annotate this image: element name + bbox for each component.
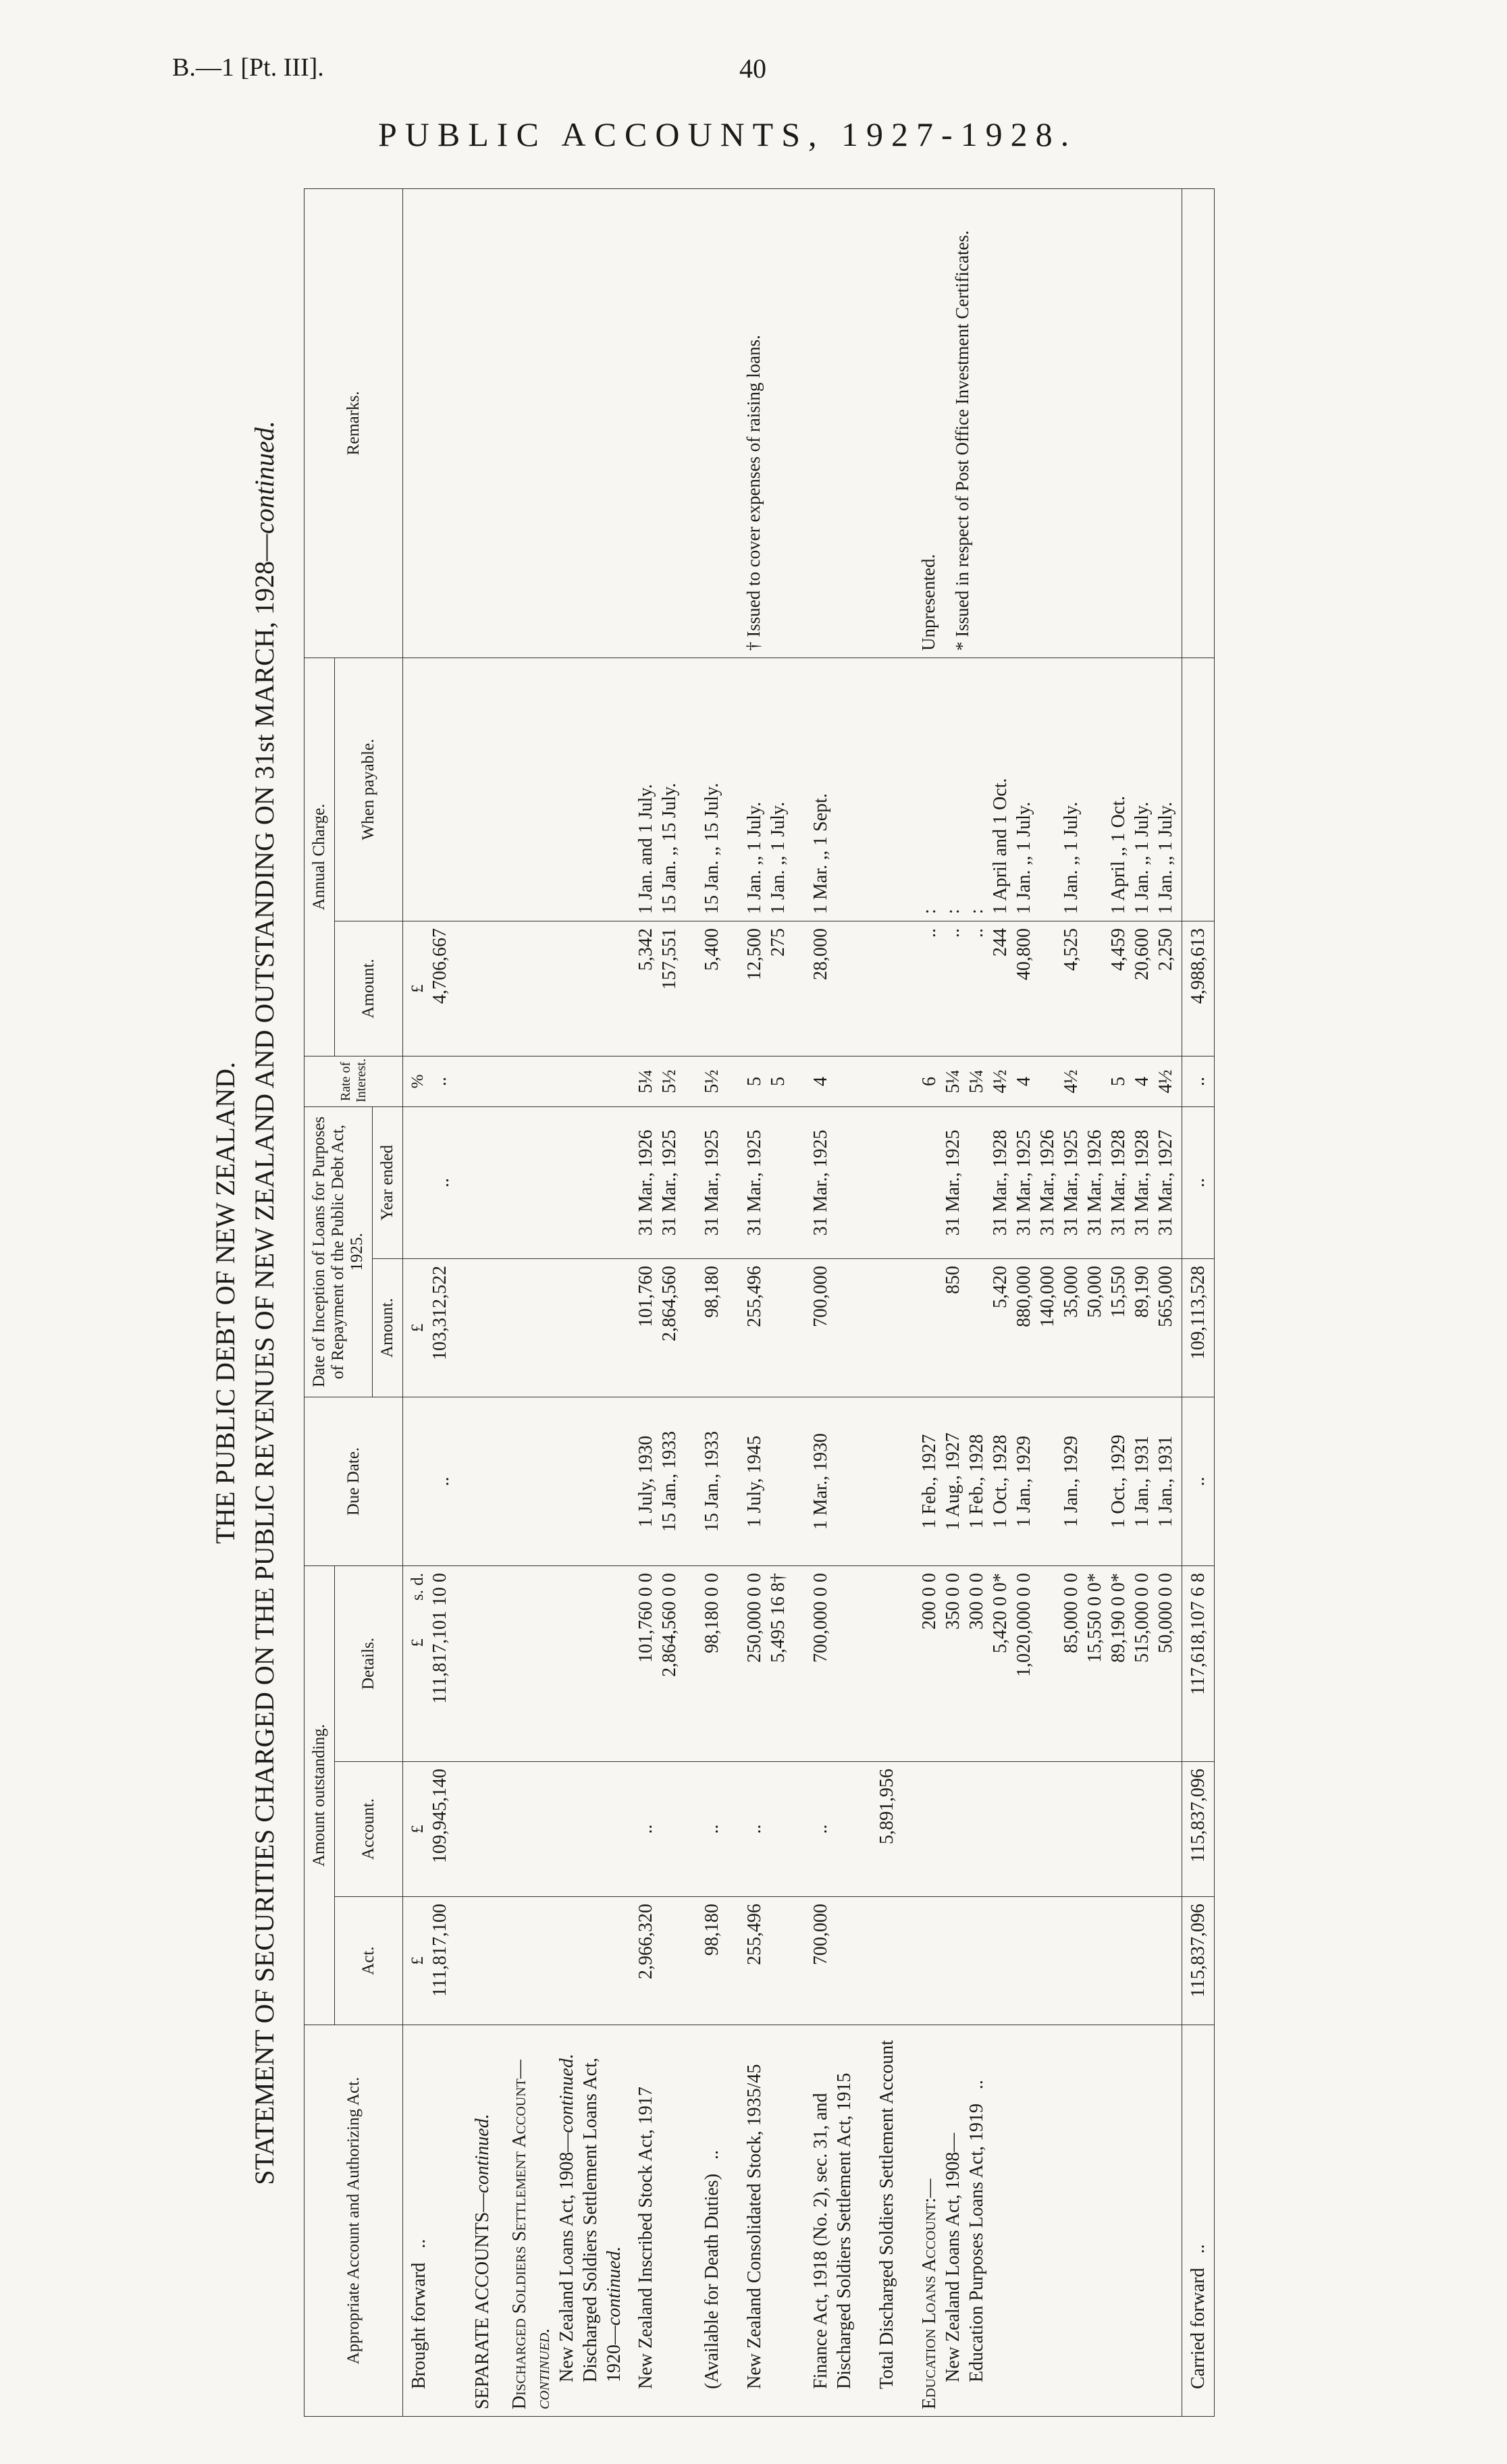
row-inscribed-stock	[630, 188, 685, 2416]
when-payable: 1 Jan. ,, 1 July.	[1013, 801, 1034, 914]
row-education-loans	[903, 188, 1182, 2416]
details-amount: 700,000 0 0	[810, 1573, 831, 1663]
inception-amount: 2,864,560	[659, 1266, 680, 1341]
account-amount: 109,945,140	[429, 1769, 451, 1863]
due-date: 1 Mar., 1930	[810, 1432, 831, 1530]
unit-pound: £	[408, 1825, 427, 1833]
charge-amount: 4,706,667	[429, 928, 451, 1004]
charge-amount: 20,600	[1132, 928, 1153, 980]
details-amount: 101,760 0 0	[635, 1573, 656, 1663]
details-amount	[1036, 1573, 1059, 1755]
row-separate-accounts	[458, 188, 498, 2416]
rate: 5½	[659, 1069, 680, 1094]
row-label: Finance Act, 1918 (No. 2), sec. 31, and Discharged Soldiers Settlement Act, 1915	[810, 2072, 855, 2389]
due-date: 1 Aug., 1927	[943, 1432, 963, 1530]
charge-amount: ..	[943, 928, 963, 938]
remark-expenses: † Issued to cover expenses of raising loans.	[743, 335, 764, 651]
when-payable	[1083, 665, 1107, 914]
inception-amount: 50,000	[1084, 1266, 1105, 1318]
due-date: 1 Jan., 1929	[1061, 1435, 1082, 1528]
year-ended: 31 Mar., 1928	[1132, 1129, 1153, 1236]
rate: 5¼	[943, 1069, 963, 1094]
year-ended: 31 Mar., 1925	[702, 1129, 722, 1236]
details-amount: 98,180 0 0	[702, 1573, 722, 1653]
col-year-ended-header: Year ended	[373, 1106, 403, 1258]
row-label: New Zealand Consolidated Stock, 1935/45	[744, 2064, 765, 2389]
rate: 5	[768, 1076, 789, 1086]
dss-continued: continued.	[533, 2328, 554, 2409]
charge-amount: 4,988,613	[1188, 928, 1209, 1004]
securities-table	[304, 188, 1215, 2417]
row-carried-forward	[1182, 188, 1215, 2416]
year-ended: 31 Mar., 1926	[1084, 1129, 1105, 1236]
details-amount: 50,000 0 0	[1155, 1573, 1176, 1653]
rate: 5	[1108, 1076, 1129, 1086]
act-amount: 98,180	[702, 1904, 722, 1956]
row-finance-act	[794, 188, 860, 2416]
account-amount: ..	[635, 1824, 656, 1834]
charge-amount	[1083, 928, 1107, 1049]
leader-dots: ..	[966, 2080, 987, 2090]
due-date: ..	[1188, 1476, 1209, 1487]
act-amount: 2,966,320	[635, 1904, 656, 1979]
unit-sd: s. d.	[408, 1573, 427, 1601]
section-heading: SEPARATE ACCOUNTS—	[472, 2193, 493, 2409]
inception-amount: 5,420	[990, 1266, 1011, 1308]
inception-amount: 109,113,528	[1188, 1266, 1209, 1360]
inception-amount: 15,550	[1108, 1266, 1129, 1318]
charge-amount: 2,250	[1155, 928, 1176, 971]
when-payable: 1 Jan. ,, 1 July.	[1061, 801, 1082, 914]
row-total-dss	[860, 188, 903, 2416]
act-amount: 111,817,100	[429, 1904, 451, 1997]
rate: 5	[744, 1076, 765, 1086]
unit-pound: £	[408, 1323, 427, 1333]
details-amount: 200 0 0	[919, 1573, 940, 1630]
rate: 6	[919, 1076, 940, 1086]
inception-amount: 850	[943, 1266, 963, 1294]
rate: 4½	[1155, 1069, 1176, 1094]
details-amount: 1,020,000 0 0	[1013, 1573, 1034, 1677]
rate: 4	[1132, 1076, 1153, 1086]
inception-amount: 565,000	[1155, 1266, 1176, 1327]
row-dss-heading	[498, 188, 630, 2416]
charge-amount: 157,551	[659, 928, 680, 990]
act-amount: 700,000	[810, 1904, 831, 1965]
when-payable: :	[919, 909, 940, 914]
due-date: 1 July, 1945	[744, 1435, 765, 1528]
charge-amount: 4,525	[1061, 928, 1082, 971]
charge-amount: 4,459	[1108, 928, 1129, 971]
details-amount: 515,000 0 0	[1132, 1573, 1153, 1663]
rate: 4½	[990, 1069, 1011, 1094]
col-inception-amount-header: Amount.	[373, 1259, 403, 1397]
year-ended: 31 Mar., 1926	[1037, 1129, 1058, 1236]
details-amount: 111,817,101 10 0	[429, 1573, 451, 1704]
when-payable: 1 April and 1 Oct.	[990, 778, 1011, 914]
inception-amount	[918, 1266, 941, 1390]
due-date: 1 Oct., 1928	[990, 1435, 1011, 1528]
year-ended: ..	[432, 1178, 453, 1187]
due-date: 15 Jan., 1933	[659, 1430, 680, 1532]
rotated-statement	[209, 176, 1350, 2430]
row-brought-forward	[403, 188, 459, 2416]
details-amount: 85,000 0 0	[1061, 1573, 1082, 1653]
col-act-header: Act.	[335, 1897, 403, 2025]
rate: ..	[429, 1076, 451, 1086]
year-ended	[918, 1114, 941, 1252]
inception-amount: 89,190	[1132, 1266, 1153, 1318]
row-label: New Zealand Inscribed Stock Act, 1917	[635, 2087, 656, 2389]
col-rate-header: Rate of Interest.	[305, 1056, 403, 1106]
charge-amount: ..	[919, 928, 940, 938]
col-due-date-header: Due Date.	[305, 1397, 403, 1566]
account-amount: 115,837,096	[1188, 1769, 1209, 1863]
edu-act-1908: New Zealand Loans Act, 1908—	[943, 2133, 963, 2382]
when-payable: :	[966, 909, 987, 914]
rate: 4	[810, 1076, 831, 1086]
leader-dots: ..	[1188, 2244, 1209, 2254]
col-remarks-header: Remarks.	[305, 188, 403, 658]
inception-amount: 101,760	[635, 1266, 656, 1327]
row-death-duties	[685, 188, 728, 2416]
inception-amount: 35,000	[1061, 1266, 1082, 1318]
row-label: Brought forward	[408, 2262, 429, 2389]
dss-act-1920: Discharged Soldiers Settlement Loans Act, 1920—	[580, 2058, 625, 2382]
rate: 5¼	[966, 1069, 987, 1094]
year-ended: 31 Mar., 1925	[810, 1129, 831, 1236]
details-amount: 5,495 16 8†	[768, 1573, 789, 1663]
rate	[1083, 1063, 1107, 1100]
charge-amount: 40,800	[1013, 928, 1034, 980]
page-number: 40	[739, 53, 766, 84]
details-amount: 5,420 0 0*	[990, 1573, 1011, 1653]
leader-dots: ..	[702, 2149, 722, 2160]
account-amount: 5,891,956	[876, 1769, 897, 1844]
dss-act-1920-continued: continued.	[604, 2246, 625, 2326]
row-label: (Available for Death Duties)	[702, 2173, 722, 2389]
col-when-payable-header: When payable.	[335, 658, 403, 921]
year-ended: 31 Mar., 1925	[659, 1129, 680, 1236]
inception-amount: 103,312,522	[429, 1266, 451, 1360]
details-amount: 300 0 0	[966, 1573, 987, 1630]
rate: 5½	[702, 1069, 722, 1094]
rate	[1036, 1063, 1059, 1100]
year-ended: 31 Mar., 1925	[1013, 1129, 1034, 1236]
due-date	[1036, 1404, 1059, 1559]
remark-post-office: * Issued in respect of Post Office Investment Certificates.	[951, 230, 972, 651]
remark-unpresented: Unpresented.	[918, 554, 938, 651]
col-account-header: Appropriate Account and Authorizing Act.	[305, 2025, 403, 2417]
charge-amount	[1036, 928, 1059, 1049]
edu-heading: Education Loans Account:—	[919, 2178, 940, 2409]
section-continued: continued.	[472, 2114, 493, 2193]
due-date: 1 Feb., 1927	[919, 1434, 940, 1529]
when-payable: 15 Jan. ,, 15 July.	[659, 782, 680, 914]
running-title: PUBLIC ACCOUNTS, 1927-1928.	[378, 115, 1078, 153]
due-date: 1 July, 1930	[635, 1435, 656, 1528]
when-payable: 1 Jan. ,, 1 July.	[1132, 801, 1153, 914]
row-label: Total Discharged Soldiers Settlement Account	[876, 2040, 897, 2389]
year-ended: 31 Mar., 1925	[943, 1129, 963, 1236]
inception-amount: 255,496	[744, 1266, 765, 1327]
statement-title: THE PUBLIC DEBT OF NEW ZEALAND.	[210, 1061, 240, 1545]
inception-amount: 880,000	[1013, 1266, 1034, 1327]
rate: 5¼	[635, 1069, 656, 1094]
rate: 4	[1013, 1076, 1034, 1086]
charge-amount: 28,000	[810, 928, 831, 980]
year-ended: 31 Mar., 1926	[635, 1129, 656, 1236]
due-date: 1 Jan., 1931	[1155, 1435, 1176, 1528]
account-amount: ..	[702, 1824, 722, 1834]
charge-amount: 275	[768, 928, 789, 957]
row-label: Education Purposes Loans Act, 1919	[966, 2104, 987, 2382]
charge-amount: 244	[990, 928, 1011, 957]
document-reference: B.—1 [Pt. III].	[172, 53, 324, 82]
when-payable: 1 Mar. ,, 1 Sept.	[810, 793, 831, 914]
details-amount: 89,190 0 0*	[1108, 1573, 1129, 1663]
unit-pound: £	[408, 1638, 427, 1647]
when-payable: 1 Jan. and 1 July.	[635, 784, 656, 914]
when-payable: :	[943, 909, 963, 914]
row-consolidated-stock	[728, 188, 794, 2416]
rate: 4½	[1061, 1069, 1082, 1094]
details-amount: 2,864,560 0 0	[659, 1573, 680, 1677]
row-label: Carried forward	[1188, 2268, 1209, 2389]
unit-pound: £	[408, 984, 427, 993]
details-amount: 350 0 0	[943, 1573, 963, 1630]
when-payable: 15 Jan. ,, 15 July.	[702, 782, 722, 914]
col-charge-amount-header: Amount.	[335, 921, 403, 1056]
due-date: 1 Jan., 1931	[1132, 1435, 1153, 1528]
due-date: ..	[432, 1476, 453, 1487]
due-date: 1 Oct., 1929	[1108, 1435, 1129, 1528]
charge-amount: 5,400	[702, 928, 722, 971]
charge-amount: ..	[966, 928, 987, 938]
dss-act-1908-continued: continued.	[556, 2054, 577, 2133]
when-payable: 1 Jan. ,, 1 July.	[768, 801, 789, 914]
when-payable: 1 April ,, 1 Oct.	[1108, 795, 1129, 914]
leader-dots: ..	[408, 2239, 429, 2249]
details-amount: 15,550 0 0*	[1084, 1573, 1105, 1663]
details-amount: 250,000 0 0	[744, 1573, 765, 1663]
year-ended: 31 Mar., 1925	[1061, 1129, 1082, 1236]
due-date: 1 Jan., 1929	[1013, 1435, 1034, 1528]
when-payable: 1 Jan. ,, 1 July.	[744, 801, 765, 914]
when-payable	[1036, 665, 1059, 914]
dss-act-1908: New Zealand Loans Act, 1908—	[556, 2133, 577, 2382]
act-amount: 255,496	[744, 1904, 765, 1965]
year-ended	[965, 1114, 988, 1252]
unit-percent: %	[408, 1074, 427, 1089]
inception-amount	[965, 1266, 988, 1390]
details-amount: 117,618,107 6 8	[1188, 1573, 1209, 1695]
when-payable: 1 Jan. ,, 1 July.	[1155, 801, 1176, 914]
account-amount: ..	[810, 1824, 831, 1834]
statement-subtitle: STATEMENT OF SECURITIES CHARGED ON THE PUBLIC REVENUES OF NEW ZEALAND AND OUTSTANDING ON 31st MARCH, 1928—continued.	[249, 421, 280, 2185]
col-account-amount-header: Account.	[335, 1762, 403, 1897]
rate: ..	[1188, 1076, 1209, 1086]
year-ended: 31 Mar., 1928	[990, 1129, 1011, 1236]
col-amount-outstanding-header: Amount outstanding.	[305, 1566, 335, 2025]
due-date	[1083, 1404, 1107, 1559]
col-annual-charge-header: Annual Charge.	[305, 658, 335, 1056]
charge-amount: 12,500	[744, 928, 765, 980]
col-inception-header: Date of Inception of Loans for Purposes of Repayment of the Public Debt Act, 1925.	[305, 1106, 373, 1397]
due-date: 1 Feb., 1928	[966, 1434, 987, 1529]
year-ended: 31 Mar., 1928	[1108, 1129, 1129, 1236]
year-ended: 31 Mar., 1925	[744, 1129, 765, 1236]
year-ended: ..	[1188, 1178, 1209, 1187]
due-date: 15 Jan., 1933	[702, 1430, 722, 1532]
year-ended: 31 Mar., 1927	[1155, 1129, 1176, 1236]
col-details-header: Details.	[335, 1566, 403, 1762]
inception-amount: 140,000	[1037, 1266, 1058, 1327]
account-amount: ..	[744, 1824, 765, 1834]
dss-heading: Discharged Soldiers Settlement Account—	[509, 2060, 530, 2409]
inception-amount: 700,000	[810, 1266, 831, 1327]
unit-pound: £	[408, 1956, 427, 1965]
act-amount: 115,837,096	[1188, 1904, 1209, 1998]
charge-amount: 5,342	[635, 928, 656, 971]
inception-amount: 98,180	[702, 1266, 722, 1318]
